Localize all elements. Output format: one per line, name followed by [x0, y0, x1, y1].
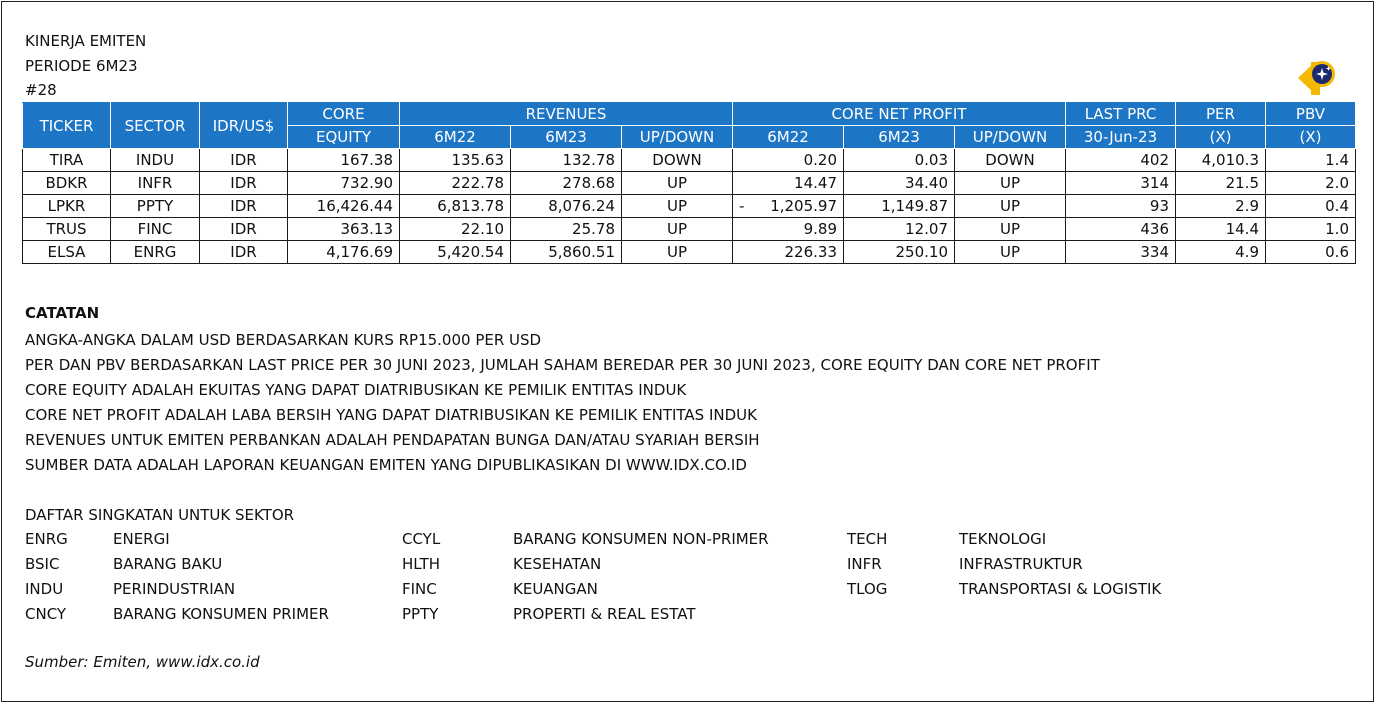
cell-cnp-6m22	[733, 241, 844, 264]
abbr-name: KEUANGAN	[513, 580, 598, 598]
cell-ticker: TRUS	[23, 218, 111, 241]
cell-currency: IDR	[200, 241, 288, 264]
cell-currency: IDR	[200, 149, 288, 172]
col-header-last-price-date: 30-Jun-23	[1066, 126, 1176, 149]
table-row	[23, 241, 1356, 264]
cell-ticker: LPKR	[23, 195, 111, 218]
cell-rev-updown: DOWN	[622, 149, 733, 172]
abbr-code: INFR	[847, 555, 882, 573]
emiten-performance-table	[22, 102, 1356, 264]
abbr-code: BSIC	[25, 555, 60, 573]
abbr-name: ENERGI	[113, 530, 170, 548]
cell-per: 21.5	[1176, 172, 1266, 195]
abbr-code: TLOG	[847, 580, 888, 598]
note-line: ANGKA-ANGKA DALAM USD BERDASARKAN KURS RP15.000 PER USD	[25, 331, 542, 349]
cell-core-equity: 167.38	[288, 149, 400, 172]
col-header-cnp-6m22: 6M22	[733, 126, 844, 149]
cell-per: 14.4	[1176, 218, 1266, 241]
abbreviation-title: DAFTAR SINGKATAN UNTUK SEKTOR	[25, 506, 295, 524]
col-header-pbv-unit: (X)	[1266, 126, 1356, 149]
cell-pbv: 1.0	[1266, 218, 1356, 241]
cell-cnp-6m23: 0.03	[844, 149, 955, 172]
cell-sector: INDU	[111, 149, 200, 172]
abbreviation-names-col3	[959, 527, 1161, 602]
cell-rev-6m22: 6,813.78	[400, 195, 511, 218]
col-header-rev-6m22: 6M22	[400, 126, 511, 149]
col-header-sector: SECTOR	[111, 103, 200, 149]
col-header-core: CORE	[288, 103, 400, 126]
cell-pbv: 2.0	[1266, 172, 1356, 195]
col-header-ticker: TICKER	[23, 103, 111, 149]
cell-rev-6m22: 222.78	[400, 172, 511, 195]
note-line: REVENUES UNTUK EMITEN PERBANKAN ADALAH PENDAPATAN BUNGA DAN/ATAU SYARIAH BERSIH	[25, 431, 760, 449]
abbr-code: PPTY	[402, 605, 439, 623]
col-header-currency: IDR/US$	[200, 103, 288, 149]
table-body	[23, 149, 1356, 264]
cell-currency: IDR	[200, 195, 288, 218]
cell-rev-6m23: 5,860.51	[511, 241, 622, 264]
cell-rev-6m23: 8,076.24	[511, 195, 622, 218]
abbreviation-codes-col1	[25, 527, 68, 627]
p-letter-logo-icon	[1295, 58, 1341, 98]
cell-currency: IDR	[200, 218, 288, 241]
cell-rev-updown: UP	[622, 241, 733, 264]
cell-pbv: 0.6	[1266, 241, 1356, 264]
cell-per: 4.9	[1176, 241, 1266, 264]
abbr-name: TRANSPORTASI & LOGISTIK	[959, 580, 1162, 598]
col-header-per-unit: (X)	[1176, 126, 1266, 149]
note-line: SUMBER DATA ADALAH LAPORAN KEUANGAN EMITEN YANG DIPUBLIKASIKAN DI WWW.IDX.CO.ID	[25, 456, 747, 474]
cell-rev-updown: UP	[622, 218, 733, 241]
cell-cnp-6m22	[733, 195, 844, 218]
cell-cnp-6m22-value: 9.89	[803, 220, 837, 238]
cell-rev-6m22: 22.10	[400, 218, 511, 241]
note-line: CORE NET PROFIT ADALAH LABA BERSIH YANG DAPAT DIATRIBUSIKAN KE PEMILIK ENTITAS INDUK	[25, 406, 757, 424]
abbr-code: FINC	[402, 580, 437, 598]
cell-cnp-6m23: 1,149.87	[844, 195, 955, 218]
cell-cnp-updown: UP	[955, 218, 1066, 241]
col-header-pbv: PBV	[1266, 103, 1356, 126]
cell-last-price: 402	[1066, 149, 1176, 172]
col-header-cnp-updown: UP/DOWN	[955, 126, 1066, 149]
notes-title: CATATAN	[25, 304, 100, 322]
cell-cnp-6m23: 12.07	[844, 218, 955, 241]
abbr-name: BARANG KONSUMEN NON-PRIMER	[513, 530, 769, 548]
table-row	[23, 218, 1356, 241]
cell-rev-updown: UP	[622, 172, 733, 195]
cell-cnp-updown: UP	[955, 241, 1066, 264]
abbreviation-names-col2	[513, 527, 769, 627]
report-number: #28	[25, 81, 57, 99]
cell-pbv: 1.4	[1266, 149, 1356, 172]
table-row	[23, 172, 1356, 195]
col-header-core-net-profit: CORE NET PROFIT	[733, 103, 1066, 126]
abbr-code: ENRG	[25, 530, 68, 548]
cell-per: 2.9	[1176, 195, 1266, 218]
abbr-name: PERINDUSTRIAN	[113, 580, 236, 598]
cell-cnp-updown: UP	[955, 172, 1066, 195]
cell-rev-updown: UP	[622, 195, 733, 218]
cell-per: 4,010.3	[1176, 149, 1266, 172]
cell-sector: PPTY	[111, 195, 200, 218]
abbr-code: CNCY	[25, 605, 67, 623]
notes-list	[25, 328, 1100, 478]
abbreviation-codes-col3	[847, 527, 887, 602]
abbr-name: KESEHATAN	[513, 555, 602, 573]
cell-ticker: TIRA	[23, 149, 111, 172]
abbr-code: HLTH	[402, 555, 441, 573]
cell-ticker: BDKR	[23, 172, 111, 195]
abbr-name: PROPERTI & REAL ESTAT	[513, 605, 696, 623]
cell-cnp-6m23: 34.40	[844, 172, 955, 195]
source-note: Sumber: Emiten, www.idx.co.id	[25, 653, 260, 671]
cell-cnp-6m22-value: 1,205.97	[770, 197, 837, 215]
cell-core-equity: 363.13	[288, 218, 400, 241]
abbr-name: BARANG BAKU	[113, 555, 223, 573]
abbr-code: TECH	[847, 530, 888, 548]
col-header-rev-6m23: 6M23	[511, 126, 622, 149]
abbr-name: INFRASTRUKTUR	[959, 555, 1083, 573]
abbr-code: INDU	[25, 580, 64, 598]
cell-core-equity: 16,426.44	[288, 195, 400, 218]
cell-rev-6m23: 278.68	[511, 172, 622, 195]
cell-cnp-6m22-sign: -	[739, 197, 745, 215]
report-title: KINERJA EMITEN	[25, 32, 147, 50]
note-line: CORE EQUITY ADALAH EKUITAS YANG DAPAT DIATRIBUSIKAN KE PEMILIK ENTITAS INDUK	[25, 381, 687, 399]
cell-pbv: 0.4	[1266, 195, 1356, 218]
cell-cnp-updown: DOWN	[955, 149, 1066, 172]
cell-currency: IDR	[200, 172, 288, 195]
cell-ticker: ELSA	[23, 241, 111, 264]
col-header-cnp-6m23: 6M23	[844, 126, 955, 149]
abbr-name: TEKNOLOGI	[959, 530, 1047, 548]
cell-cnp-6m22-value: 0.20	[803, 151, 837, 169]
abbreviation-names-col1	[113, 527, 329, 627]
cell-core-equity: 732.90	[288, 172, 400, 195]
note-line: PER DAN PBV BERDASARKAN LAST PRICE PER 30 JUNI 2023, JUMLAH SAHAM BEREDAR PER 30 JUNI 2023, CORE EQUITY DAN CORE NET PROFIT	[25, 356, 1100, 374]
cell-rev-6m22: 135.63	[400, 149, 511, 172]
cell-cnp-6m22-value: 226.33	[784, 243, 837, 261]
col-header-per: PER	[1176, 103, 1266, 126]
cell-rev-6m23: 132.78	[511, 149, 622, 172]
cell-cnp-updown: UP	[955, 195, 1066, 218]
cell-cnp-6m22	[733, 149, 844, 172]
cell-cnp-6m22-value: 14.47	[794, 174, 837, 192]
table-header	[23, 103, 1356, 149]
cell-last-price: 93	[1066, 195, 1176, 218]
table-row	[23, 195, 1356, 218]
report-period: PERIODE 6M23	[25, 57, 138, 75]
cell-sector: ENRG	[111, 241, 200, 264]
cell-last-price: 334	[1066, 241, 1176, 264]
cell-last-price: 436	[1066, 218, 1176, 241]
cell-cnp-6m23: 250.10	[844, 241, 955, 264]
cell-cnp-6m22	[733, 218, 844, 241]
cell-sector: FINC	[111, 218, 200, 241]
abbreviation-codes-col2	[402, 527, 440, 627]
col-header-equity: EQUITY	[288, 126, 400, 149]
col-header-revenues: REVENUES	[400, 103, 733, 126]
cell-rev-6m23: 25.78	[511, 218, 622, 241]
col-header-last-price: LAST PRC	[1066, 103, 1176, 126]
col-header-rev-updown: UP/DOWN	[622, 126, 733, 149]
abbr-name: BARANG KONSUMEN PRIMER	[113, 605, 329, 623]
abbr-code: CCYL	[402, 530, 441, 548]
cell-sector: INFR	[111, 172, 200, 195]
cell-cnp-6m22	[733, 172, 844, 195]
table-row	[23, 149, 1356, 172]
cell-core-equity: 4,176.69	[288, 241, 400, 264]
cell-rev-6m22: 5,420.54	[400, 241, 511, 264]
cell-last-price: 314	[1066, 172, 1176, 195]
